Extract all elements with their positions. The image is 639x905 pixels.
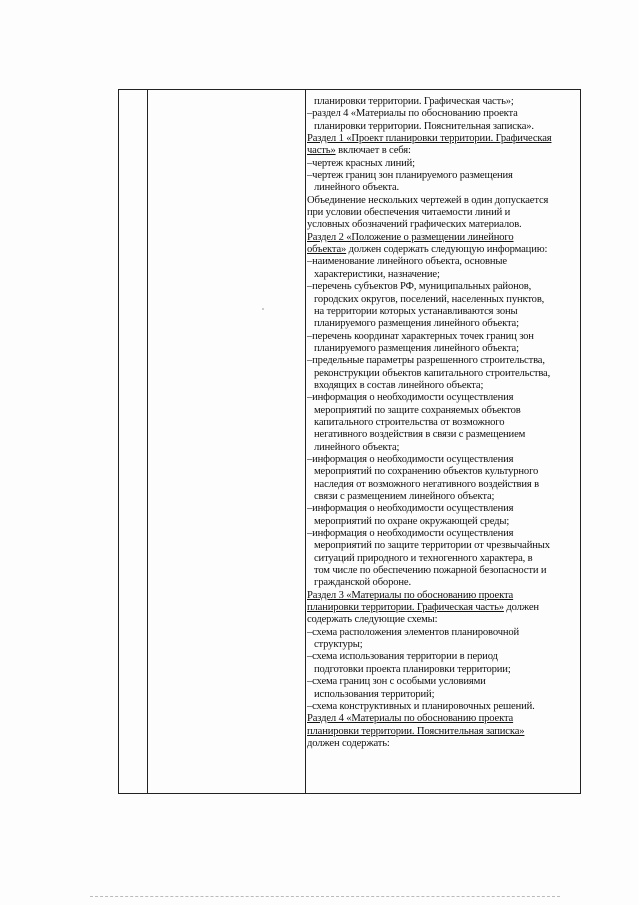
line-text: –чертеж красных линий; bbox=[307, 157, 415, 169]
text-line bbox=[307, 454, 579, 466]
line-text: негативного воздействия в связи с размещением bbox=[314, 429, 526, 441]
text-line bbox=[307, 479, 579, 491]
line-text: планируемого размещения линейного объекта; bbox=[314, 318, 519, 330]
text-line bbox=[307, 232, 579, 244]
line-text: планировки территории. Пояснительная записка». bbox=[314, 120, 534, 132]
text-line bbox=[307, 121, 579, 133]
text-line bbox=[307, 627, 579, 639]
text-line bbox=[307, 577, 579, 589]
text-line bbox=[307, 639, 579, 651]
text-line bbox=[307, 689, 579, 701]
text-line bbox=[307, 158, 579, 170]
line-text: –схема конструктивных и планировочных решений. bbox=[307, 700, 535, 712]
scan-speck bbox=[262, 308, 264, 310]
text-line bbox=[307, 590, 579, 602]
line-text: условных обозначений графических материалов. bbox=[307, 219, 522, 231]
line-text: планировки территории. Графическая часть»; bbox=[314, 96, 514, 107]
text-line bbox=[307, 651, 579, 663]
text-line bbox=[307, 331, 579, 343]
section-heading-text: планировки территории. Графическая часть» bbox=[307, 602, 504, 614]
scan-edge-line bbox=[90, 896, 560, 897]
text-line bbox=[307, 380, 579, 392]
line-text: подготовки проекта планировки территории; bbox=[314, 663, 511, 675]
line-text: содержать следующие схемы: bbox=[307, 614, 438, 626]
section-heading-text: Раздел 2 «Положение о размещении линейного bbox=[307, 231, 514, 243]
line-text: –чертеж границ зон планируемого размещения bbox=[307, 170, 513, 182]
text-line bbox=[307, 108, 579, 120]
text-line bbox=[307, 528, 579, 540]
text-line bbox=[307, 207, 579, 219]
line-text: мероприятий по защите территории от чрезвычайных bbox=[314, 540, 550, 552]
line-text: том числе по обеспечению пожарной безопасности и bbox=[314, 565, 547, 577]
line-text: структуры; bbox=[314, 639, 363, 651]
line-text: –информация о необходимости осуществления bbox=[307, 392, 514, 404]
text-line bbox=[307, 726, 579, 738]
line-text: гражданской обороне. bbox=[314, 577, 411, 589]
text-line bbox=[307, 713, 579, 725]
line-text: мероприятий по охране окружающей среды; bbox=[314, 515, 510, 527]
line-text: –раздел 4 «Материалы по обоснованию проекта bbox=[307, 108, 518, 120]
text-line bbox=[307, 256, 579, 268]
text-line bbox=[307, 368, 579, 380]
text-line bbox=[307, 355, 579, 367]
line-continuation: должен содержать следующую информацию: bbox=[346, 244, 548, 256]
text-line bbox=[307, 392, 579, 404]
line-text: –предельные параметры разрешенного строительства, bbox=[307, 355, 545, 367]
line-continuation: должен bbox=[503, 602, 539, 614]
text-line bbox=[307, 417, 579, 429]
section-heading-text: объекта» bbox=[307, 244, 347, 256]
line-text: мероприятий по защите сохраняемых объектов bbox=[314, 404, 521, 416]
text-line bbox=[307, 503, 579, 515]
text-line bbox=[307, 602, 579, 614]
text-line bbox=[307, 676, 579, 688]
text-line bbox=[307, 429, 579, 441]
line-text: –схема использования территории в период bbox=[307, 651, 498, 663]
text-line bbox=[307, 170, 579, 182]
text-line bbox=[307, 195, 579, 207]
text-line bbox=[307, 442, 579, 454]
text-line bbox=[307, 466, 579, 478]
section-heading-text: Раздел 4 «Материалы по обоснованию проекта bbox=[307, 713, 514, 725]
table-cell-text bbox=[307, 96, 579, 750]
line-text: планируемого размещения линейного объекта; bbox=[314, 342, 519, 354]
line-text: наследия от возможного негативного воздействия в bbox=[314, 478, 539, 490]
text-line bbox=[307, 318, 579, 330]
text-line bbox=[307, 244, 579, 256]
text-line bbox=[307, 614, 579, 626]
section-heading-text: Раздел 3 «Материалы по обоснованию проекта bbox=[307, 589, 514, 601]
line-text: –схема границ зон с особыми условиями bbox=[307, 676, 486, 688]
section-heading-text: часть» bbox=[307, 145, 336, 157]
text-line bbox=[307, 269, 579, 281]
text-line bbox=[307, 738, 579, 750]
text-line bbox=[307, 553, 579, 565]
line-text: капитального строительства от возможного bbox=[314, 416, 505, 428]
line-text: –информация о необходимости осуществления bbox=[307, 503, 514, 515]
line-text: характеристики, назначение; bbox=[314, 268, 440, 280]
line-text: линейного объекта; bbox=[314, 441, 400, 453]
column-divider-2 bbox=[305, 90, 306, 793]
section-heading-text: планировки территории. Пояснительная записка» bbox=[307, 725, 525, 737]
line-continuation: включает в себя: bbox=[335, 145, 411, 157]
text-line bbox=[307, 294, 579, 306]
line-text: –информация о необходимости осуществления bbox=[307, 528, 514, 540]
line-text: мероприятий по сохранению объектов культурного bbox=[314, 466, 539, 478]
text-line bbox=[307, 343, 579, 355]
line-text: входящих в состав линейного объекта; bbox=[314, 379, 484, 391]
line-text: –наименование линейного объекта, основные bbox=[307, 256, 507, 268]
line-text: –перечень субъектов РФ, муниципальных районов, bbox=[307, 281, 532, 293]
line-text: использования территорий; bbox=[314, 688, 435, 700]
text-line bbox=[307, 701, 579, 713]
line-text: ситуаций природного и техногенного характера, в bbox=[314, 552, 533, 564]
text-line bbox=[307, 565, 579, 577]
line-text: –схема расположения элементов планировочной bbox=[307, 626, 520, 638]
text-line bbox=[307, 133, 579, 145]
text-line bbox=[307, 540, 579, 552]
text-line bbox=[307, 405, 579, 417]
section-heading-text: Раздел 1 «Проект планировки территории. Графическая bbox=[307, 133, 552, 145]
text-line bbox=[307, 281, 579, 293]
text-line bbox=[307, 491, 579, 503]
text-line bbox=[307, 516, 579, 528]
line-text: связи с размещением линейного объекта; bbox=[314, 491, 495, 502]
text-line bbox=[307, 96, 579, 108]
text-line bbox=[307, 306, 579, 318]
text-line bbox=[307, 182, 579, 194]
line-text: при условии обеспечения читаемости линий и bbox=[307, 207, 511, 219]
line-text: –информация о необходимости осуществления bbox=[307, 453, 514, 465]
line-text: –перечень координат характерных точек границ зон bbox=[307, 330, 534, 342]
text-line bbox=[307, 664, 579, 676]
text-line bbox=[307, 145, 579, 157]
line-text: Объединение нескольких чертежей в один допускается bbox=[307, 194, 549, 206]
column-divider-1 bbox=[147, 90, 148, 793]
line-text: городских округов, поселений, населенных пунктов, bbox=[314, 293, 545, 305]
line-text: линейного объекта. bbox=[314, 182, 400, 194]
text-line bbox=[307, 219, 579, 231]
line-text: реконструкции объектов капитального строительства, bbox=[314, 367, 551, 379]
line-text: должен содержать: bbox=[307, 737, 390, 749]
line-text: на территории которых устанавливаются зоны bbox=[314, 305, 518, 317]
